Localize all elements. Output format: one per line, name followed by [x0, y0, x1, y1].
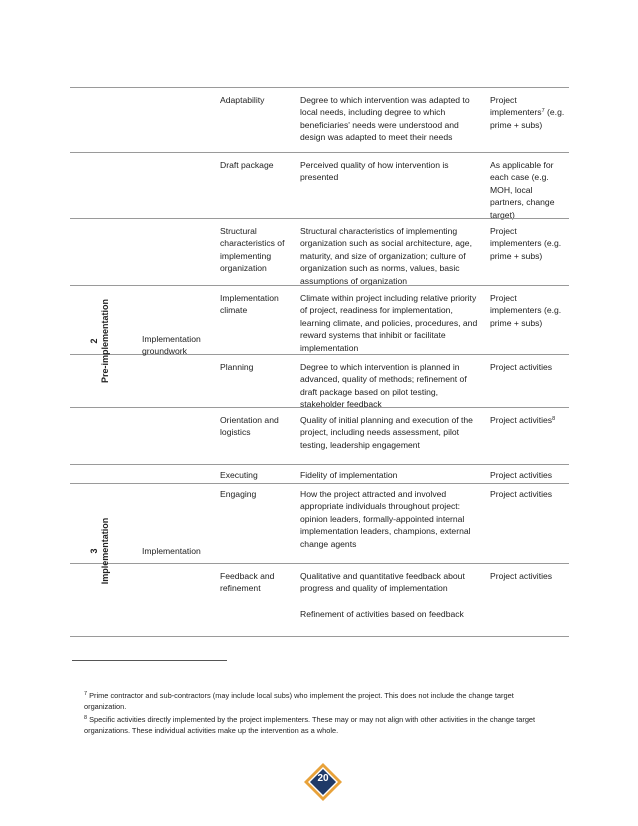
footnote-mark: 7 — [84, 691, 88, 697]
who-cell: Project activities — [490, 470, 553, 480]
footnote-divider — [72, 660, 227, 661]
definition-cell: Climate within project including relative priority of project, readiness for implementation, learning climate, and policies, procedures, and reward systems that inhibit or facilitate implementation — [300, 293, 478, 353]
phase-label-implementation — [70, 517, 130, 585]
subconstruct-cell: Engaging — [220, 489, 257, 499]
definition-extra: Refinement of activities based on feedback — [300, 609, 464, 619]
footnote-mark: 8 — [84, 715, 88, 721]
definition-cell: How the project attracted and involved appropriate individuals throughout project: opinion leaders, formally-appointed internal implementation leaders, champions, external change agents — [300, 489, 471, 549]
table-row — [70, 354, 569, 408]
subconstruct-cell: Implementation climate — [220, 293, 279, 316]
page-number: 20 — [317, 773, 329, 784]
phase-divider — [70, 464, 220, 465]
who-cell: Project activities — [490, 571, 553, 581]
table-row — [70, 464, 569, 484]
who-cell: Project implementers (e.g. prime + subs) — [490, 293, 562, 328]
footnote-ref[interactable]: 7 — [541, 108, 545, 115]
who-cell: Project activities$^8$ — [490, 415, 556, 425]
who-cell: Project activities — [490, 362, 553, 372]
table-row — [70, 152, 569, 219]
construct-label: Implementation — [142, 546, 201, 556]
phase-label-pre-implementation — [70, 298, 130, 384]
footnote-ref[interactable]: 8 — [552, 416, 556, 422]
definition-cell: Degree to which intervention is planned in advanced, quality of methods; refinement of draft package based on pilot testing, stakeholder feedback — [300, 362, 467, 410]
phase-divider — [70, 218, 220, 219]
phase-name: Implementation — [100, 517, 110, 585]
who-cell: Project activities — [490, 489, 553, 499]
definition-cell: Qualitative and quantitative feedback about progress and quality of implementation — [300, 571, 465, 594]
subconstruct-cell: Feedback and refinement — [220, 571, 275, 594]
who-cell: Project implementers$^7$ (e.g. prime + subs) — [490, 95, 565, 130]
footnote-7: $^7$ Prime contractor and sub-contractors (may include local subs) who implement the project. This does not include the change target organization. — [84, 691, 514, 711]
definition-cell: Perceived quality of how intervention is presented — [300, 160, 449, 183]
table-row — [70, 563, 569, 637]
phase-number: 2 — [89, 338, 99, 344]
subconstruct-cell: Planning — [220, 362, 254, 372]
definition-cell: Quality of initial planning and execution of the project, including needs assessment, pilot testing, leadership engagement — [300, 415, 473, 450]
subconstruct-cell: Adaptability — [220, 95, 265, 105]
who-cell: As applicable for each case (e.g. MOH, local partners, change target) — [490, 160, 555, 220]
footnote-8: $^8$ Specific activities directly implemented by the project implementers. These may or may not align with other activities in the change target organizations. These individual activities make up the intervention as a whole. — [84, 715, 536, 735]
definition-cell: Fidelity of implementation — [300, 470, 398, 480]
subconstruct-cell: Draft package — [220, 160, 274, 170]
who-cell: Project implementers (e.g. prime + subs) — [490, 226, 562, 261]
definition-cell: Degree to which intervention was adapted to local needs, including degree to which beneficiaries' needs were understood and design was adapted to meet their needs — [300, 95, 470, 143]
table-row — [70, 218, 569, 286]
phase-number: 3 — [89, 548, 99, 554]
subconstruct-cell: Structural characteristics of implementing organization — [220, 226, 285, 274]
definition-cell: Structural characteristics of implementing organization such as social architecture, age, maturity, and size of organization; culture of organization such as norms, values, basic assumptions of organization — [300, 226, 472, 286]
table-row — [70, 407, 569, 465]
phase-name: Pre-implementation — [100, 298, 110, 384]
subconstruct-cell: Executing — [220, 470, 258, 480]
subconstruct-cell: Orientation and logistics — [220, 415, 279, 438]
construct-label: Implementation groundwork — [142, 334, 201, 357]
table-row — [70, 87, 569, 153]
